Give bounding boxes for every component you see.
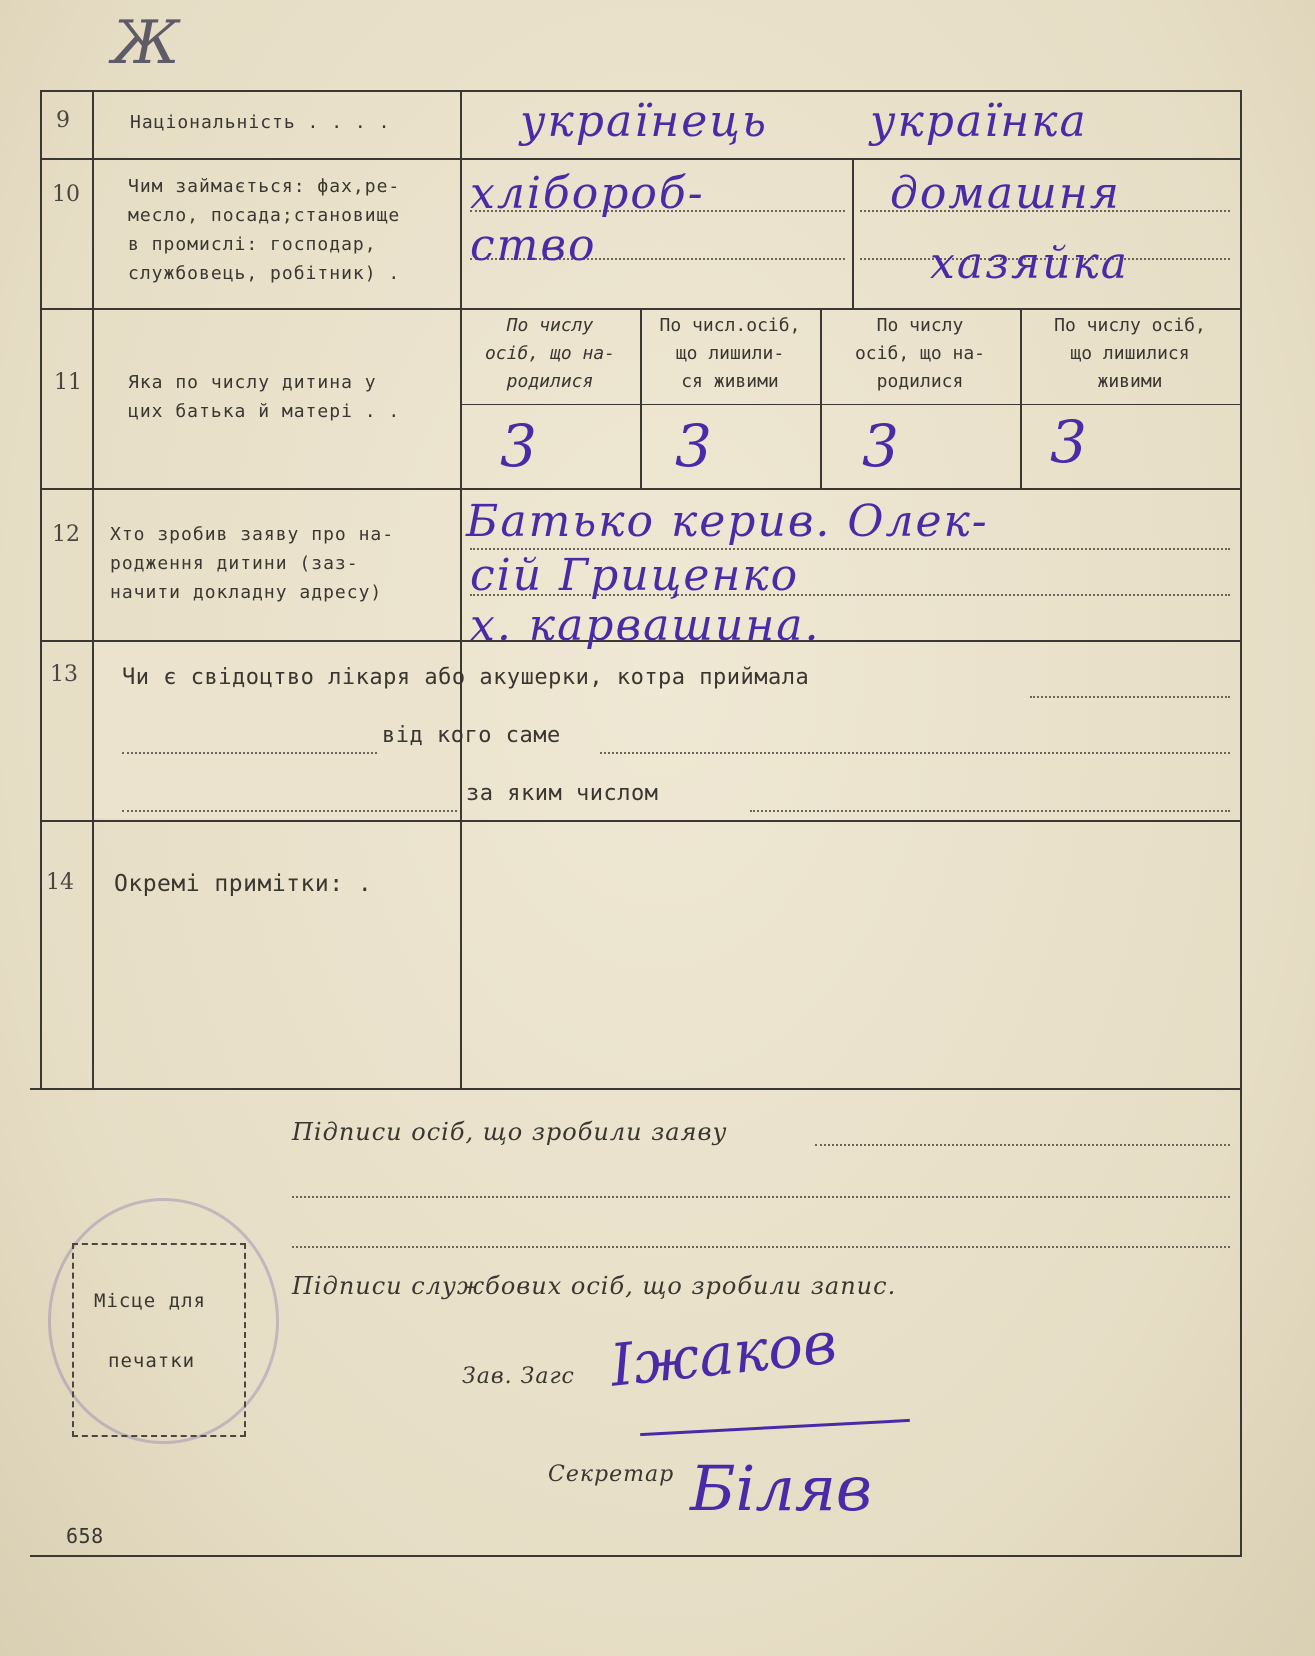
frame-left xyxy=(40,90,42,1088)
applicants-signature-label: Підписи осіб, що зробили заяву xyxy=(292,1118,728,1146)
row-divider-13 xyxy=(40,820,1240,822)
declarant-label-1: Хто зробив заяву про на- xyxy=(110,524,395,545)
dotted-line xyxy=(750,810,1230,812)
col-header-rule xyxy=(460,404,1240,405)
row-divider-11 xyxy=(40,488,1240,490)
top-handwritten-mark: Ж xyxy=(112,8,180,78)
row-number: 10 xyxy=(52,182,80,207)
frame-bottom xyxy=(30,1555,1242,1557)
number-label: за яким числом xyxy=(466,781,659,806)
row-number: 9 xyxy=(56,108,70,133)
row-number: 11 xyxy=(54,370,82,395)
mother-occupation-2: хазяйка xyxy=(930,238,1130,289)
dotted-line xyxy=(122,752,377,754)
page-number: 658 xyxy=(66,1524,104,1548)
row-number: 14 xyxy=(46,870,74,895)
certificate-question: Чи є свідоцтво лікаря або акушерки, котра приймала xyxy=(122,665,810,690)
dotted-line xyxy=(815,1144,1230,1146)
col-head-3: По числу осіб, що на- родилися xyxy=(854,315,986,392)
dotted-line xyxy=(1030,696,1230,698)
col-head-1: По числу осіб, що на- родилися xyxy=(484,315,616,392)
col-head-4: По числу осіб, що лишилися живими xyxy=(1054,315,1206,392)
stamp-place-box xyxy=(72,1243,246,1437)
row-divider-9 xyxy=(40,158,1240,160)
declarant-label-2: родження дитини (заз- xyxy=(110,553,359,574)
frame-top xyxy=(40,90,1240,92)
col-head-2: По числ.осіб, що лишили- ся живими xyxy=(659,315,801,392)
from-whom-label: від кого саме xyxy=(382,723,561,748)
label-col-divider xyxy=(460,90,462,1088)
frame-right xyxy=(1240,90,1242,1555)
mother-occupation-1: домашня xyxy=(890,168,1121,219)
row-number: 13 xyxy=(50,662,78,687)
mother-nationality: українка xyxy=(870,96,1088,147)
nationality-label: Національність . . . . xyxy=(130,112,391,133)
father-occupation-1: хлібороб- xyxy=(470,168,705,219)
num-col-divider xyxy=(92,90,94,1088)
notes-label: Окремі примітки: . xyxy=(114,871,373,897)
child-order-label-1: Яка по числу дитина у xyxy=(128,372,377,393)
declarant-label-3: начити докладну адресу) xyxy=(110,582,383,603)
dotted-line xyxy=(600,752,1230,754)
occupation-label-4: службовець, робітник) . xyxy=(128,263,401,284)
occupation-split xyxy=(852,158,854,308)
dotted-line xyxy=(292,1246,1230,1248)
row-divider-14 xyxy=(30,1088,1242,1090)
value-mother-born: 3 xyxy=(862,412,899,480)
declarant-line-3: х. карвашина. xyxy=(470,600,821,651)
stamp-label-2: печатки xyxy=(108,1350,196,1372)
head-label: Зав. Загс xyxy=(462,1364,575,1389)
stamp-label-1: Місце для xyxy=(94,1290,206,1312)
occupation-label-2: месло, посада;становище xyxy=(128,205,401,226)
value-mother-alive: 3 xyxy=(1050,408,1087,476)
dotted-line xyxy=(292,1196,1230,1198)
secretary-signature: Біляв xyxy=(690,1452,873,1525)
declarant-line-1: Батько керив. Олек- xyxy=(466,496,989,547)
occupation-label-3: в промислі: господар, xyxy=(128,234,377,255)
officials-signature-label: Підписи службових осіб, що зробили запис. xyxy=(292,1272,897,1300)
declarant-line-2: сій Гриценко xyxy=(470,550,800,601)
row-number: 12 xyxy=(52,522,80,547)
signature-stroke xyxy=(640,1419,910,1436)
value-father-alive: 3 xyxy=(675,412,712,480)
secretary-label: Секретар xyxy=(548,1462,675,1487)
father-nationality: українець xyxy=(520,96,768,147)
father-occupation-2: ство xyxy=(470,220,597,271)
head-signature: Іжаков xyxy=(607,1308,840,1400)
value-father-born: 3 xyxy=(500,412,537,480)
dotted-line xyxy=(122,810,457,812)
occupation-label-1: Чим займається: фах,ре- xyxy=(128,176,401,197)
child-order-label-2: цих батька й матері . . xyxy=(128,401,401,422)
